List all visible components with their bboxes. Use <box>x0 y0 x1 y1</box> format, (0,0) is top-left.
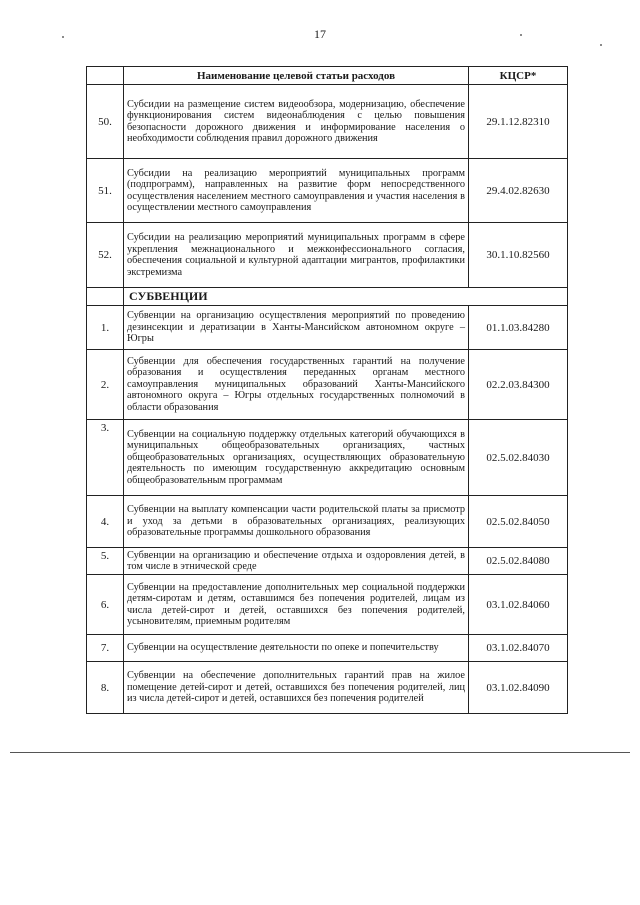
table-row <box>87 223 568 288</box>
row-code: 02.2.03.84300 <box>469 350 568 420</box>
page-number: 17 <box>314 27 326 41</box>
section-title: СУБВЕНЦИИ <box>124 288 568 306</box>
scan-speck <box>600 44 602 46</box>
row-name: Субвенции на организацию осуществления мероприятий по проведению дезинсекции и дератизации в Ханты-Мансийском автономном округе – Югры <box>124 306 469 350</box>
row-name: Субвенции для обеспечения государственных гарантий на получение образования и осуществления переданных органам местного самоуправления муниципальных образований Ханты-Мансийского автономного округа – Югры отдельных государственных полномочий в области образования <box>124 350 469 420</box>
row-number: 5. <box>87 548 124 575</box>
header-number <box>87 67 124 85</box>
header-code: КЦСР* <box>469 67 568 85</box>
row-code: 02.5.02.84080 <box>469 548 568 575</box>
row-name: Субсидии на реализацию мероприятий муниципальных программ в сфере укрепления межнационального и межконфессионального согласия, обеспечения социальной и культурной адаптации мигрантов, профилактики экстремизма <box>124 223 469 288</box>
scan-speck <box>520 34 522 36</box>
row-name: Субвенции на предоставление дополнительных мер социальной поддержки детям-сиротам и детям, оставшимся без попечения родителей, лицам из числа детей-сирот и детей, оставшихся без попечения родителей, усыновителям, приемным родителям <box>124 575 469 635</box>
row-code: 30.1.10.82560 <box>469 223 568 288</box>
row-code: 03.1.02.84090 <box>469 662 568 714</box>
footer-divider <box>10 752 630 753</box>
row-code: 03.1.02.84060 <box>469 575 568 635</box>
table-row <box>87 575 568 635</box>
table-header-row <box>87 67 568 85</box>
row-name: Субвенции на выплату компенсации части родительской платы за присмотр и уход за детьми в образовательных организациях, реализующих образовательные программы дошкольного образования <box>124 496 469 548</box>
row-name: Субвенции на социальную поддержку отдельных категорий обучающихся в муниципальных общеобразовательных организациях, частных общеобразовательных организациях, осуществляющих образовательную деятельность по имеющим государственную аккредитацию основным общеобразовательным программам <box>124 420 469 496</box>
row-name: Субвенции на организацию и обеспечение отдыха и оздоровления детей, в том числе в этнической среде <box>124 548 469 575</box>
header-item-name: Наименование целевой статьи расходов <box>124 67 469 85</box>
table-row <box>87 420 568 496</box>
row-name: Субсидии на размещение систем видеообзора, модернизацию, обеспечение функционирования систем видеонаблюдения с целью повышения безопасности дорожного движения и информирование населения о необходимости соблюдения правил дорожного движения <box>124 85 469 159</box>
row-code: 01.1.03.84280 <box>469 306 568 350</box>
table-row <box>87 662 568 714</box>
table-row <box>87 548 568 575</box>
row-name: Субвенции на осуществление деятельности по опеке и попечительству <box>124 635 469 662</box>
row-number: 52. <box>87 223 124 288</box>
row-number: 7. <box>87 635 124 662</box>
row-number: 8. <box>87 662 124 714</box>
row-code: 03.1.02.84070 <box>469 635 568 662</box>
table-row <box>87 635 568 662</box>
section-spacer <box>87 288 124 306</box>
table-row <box>87 350 568 420</box>
section-row <box>87 288 568 306</box>
table-row <box>87 159 568 223</box>
row-number: 3. <box>87 420 124 496</box>
table-row <box>87 85 568 159</box>
row-name: Субсидии на реализацию мероприятий муниципальных программ (подпрограмм), направленных на развитие форм непосредственного осуществления населением местного самоуправления и участия населения в осуществлении местного самоуправления <box>124 159 469 223</box>
row-code: 29.1.12.82310 <box>469 85 568 159</box>
scan-speck <box>62 36 64 38</box>
row-number: 6. <box>87 575 124 635</box>
row-number: 1. <box>87 306 124 350</box>
row-code: 02.5.02.84050 <box>469 496 568 548</box>
table-row <box>87 496 568 548</box>
row-code: 29.4.02.82630 <box>469 159 568 223</box>
row-code: 02.5.02.84030 <box>469 420 568 496</box>
table-row <box>87 306 568 350</box>
expense-items-table <box>86 66 568 714</box>
row-number: 50. <box>87 85 124 159</box>
row-name: Субвенции на обеспечение дополнительных гарантий прав на жилое помещение детей-сирот и детей, оставшихся без попечения родителей, лиц из числа детей-сирот и детей, оставшихся без попечения родителей <box>124 662 469 714</box>
row-number: 4. <box>87 496 124 548</box>
row-number: 51. <box>87 159 124 223</box>
row-number: 2. <box>87 350 124 420</box>
